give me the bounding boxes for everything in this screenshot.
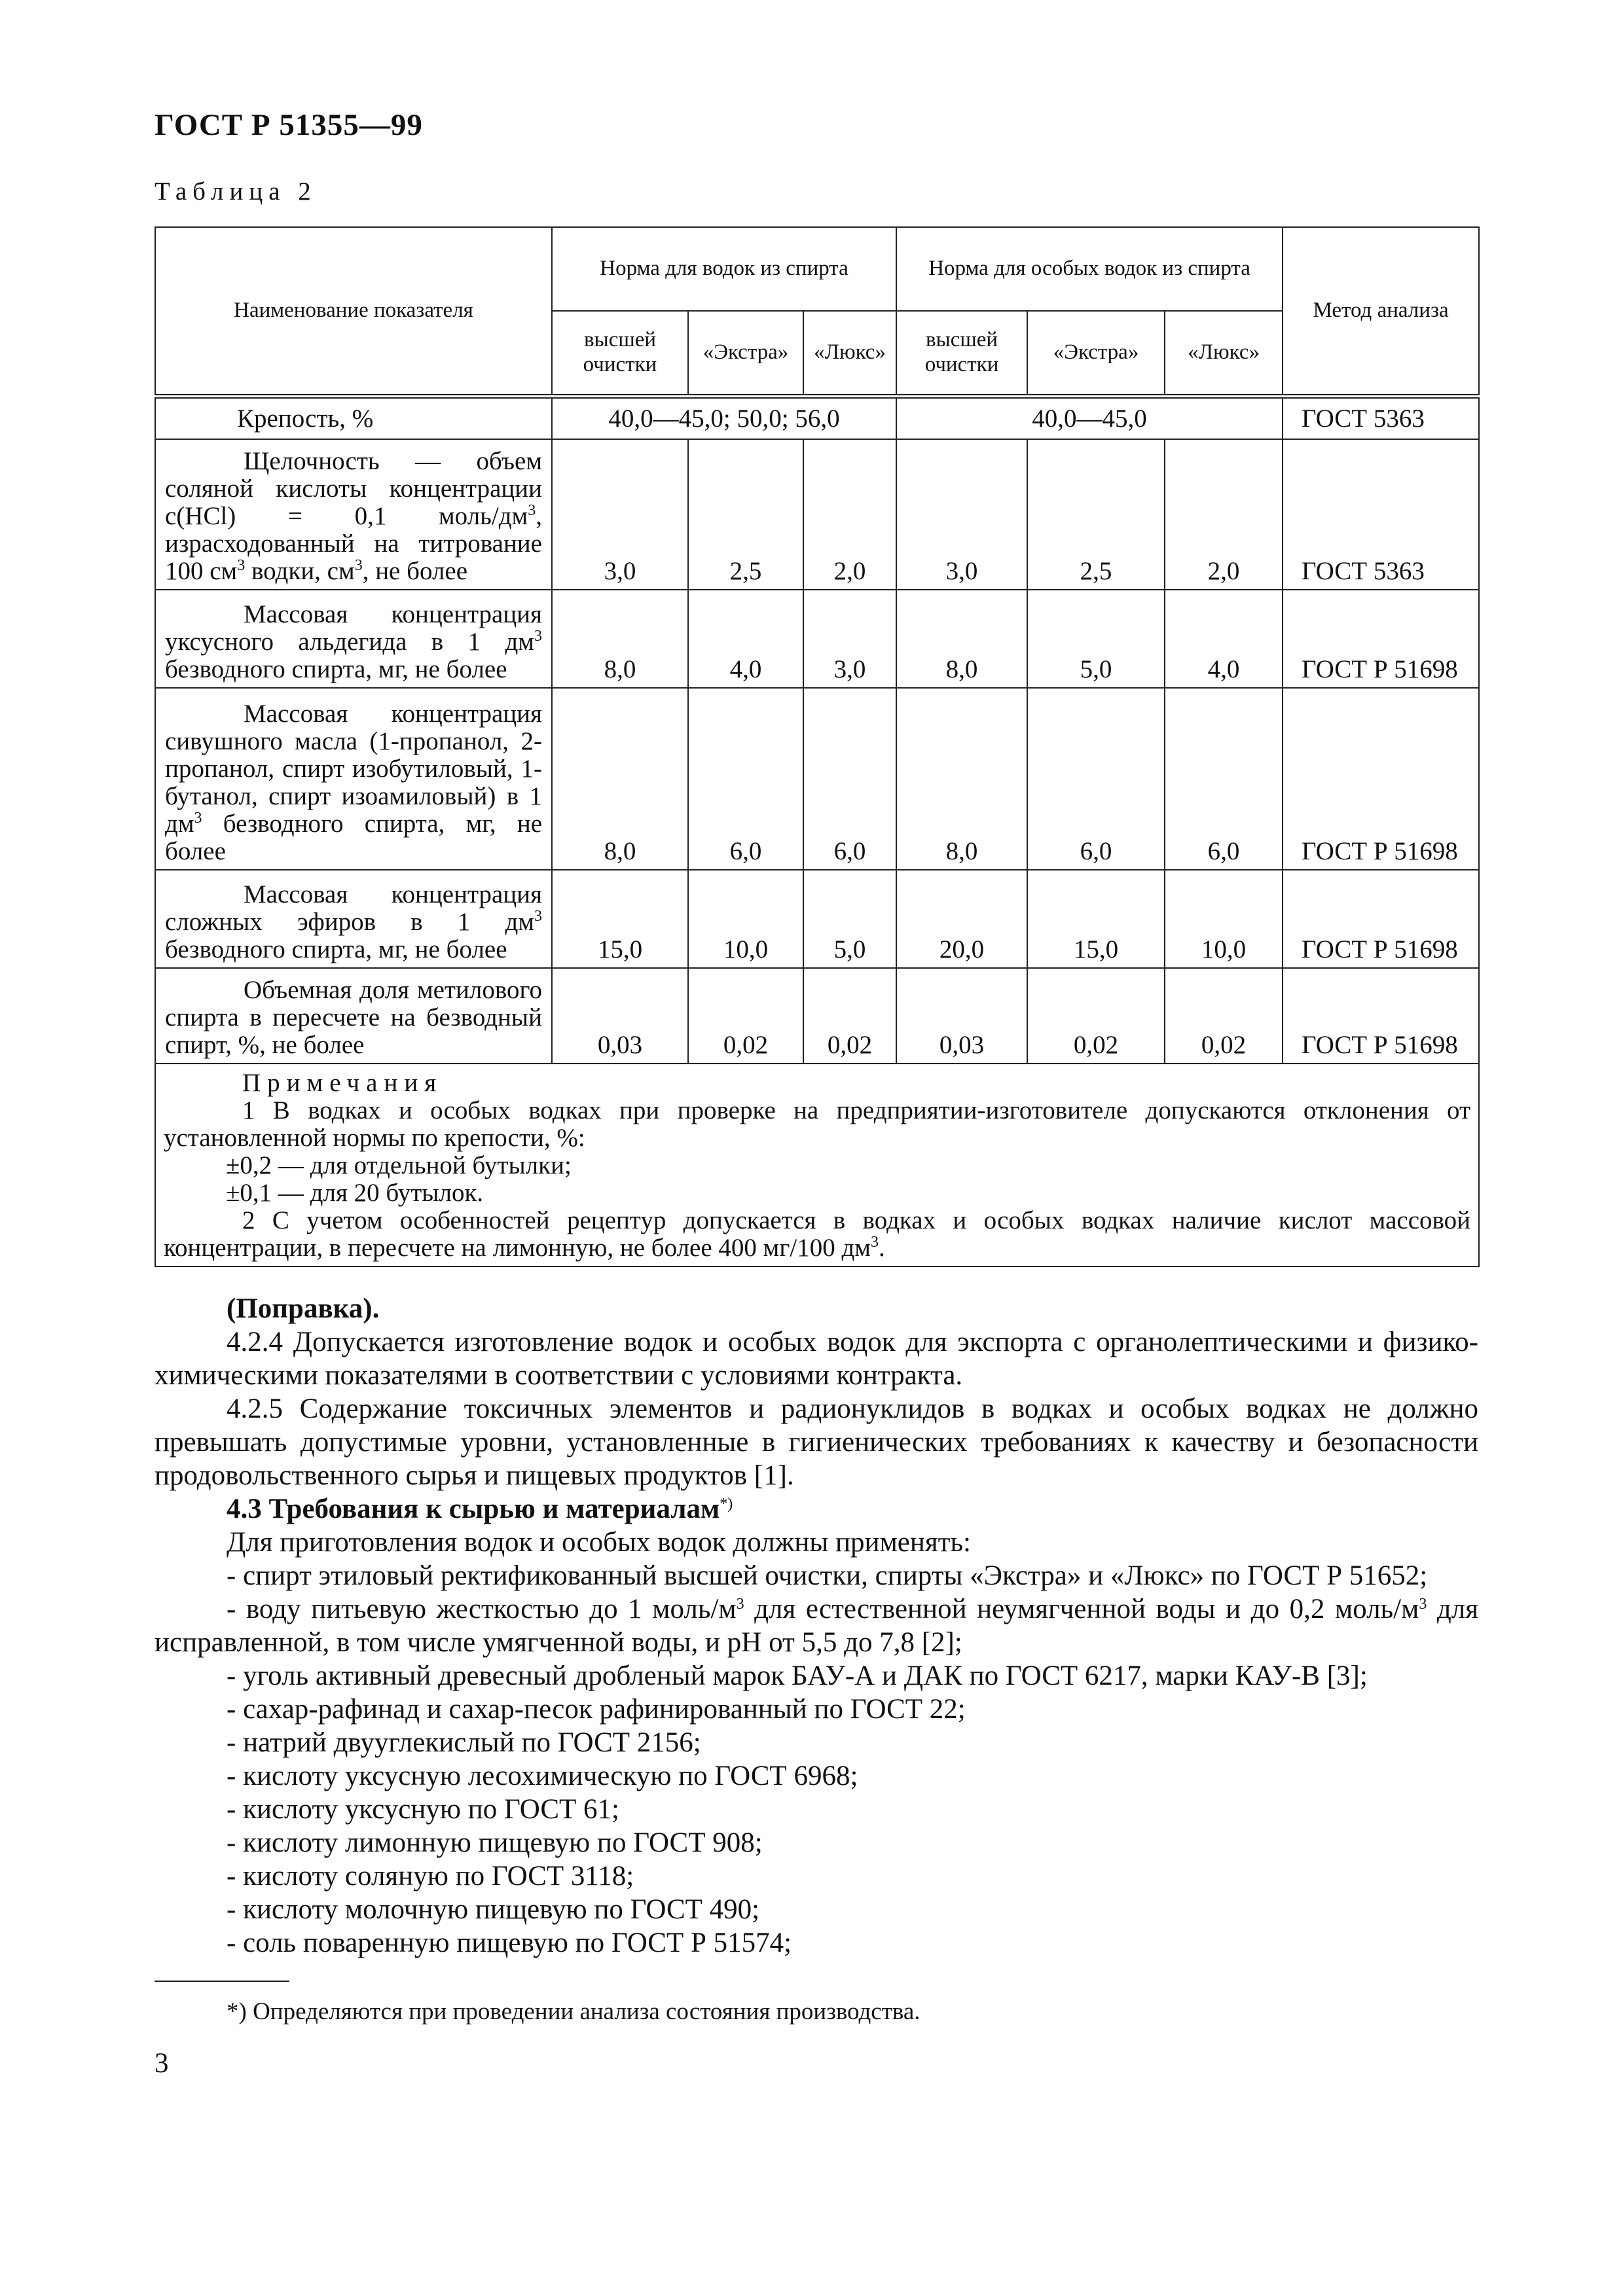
table-label: Таблица 2 xyxy=(155,177,317,206)
norm-value: 0,03 xyxy=(896,968,1027,1064)
norm-value: 0,02 xyxy=(688,968,803,1064)
note-1: 1 В водках и особых водках при проверке на предприятии-изготовителе допускаются отклонения от установленной нормы по крепости, %: xyxy=(164,1096,1471,1152)
table-notes xyxy=(155,1064,1479,1266)
norm-value: 4,0 xyxy=(688,590,803,688)
norm-value: 4,0 xyxy=(1165,590,1283,688)
norm-value: 3,0 xyxy=(552,439,688,590)
document-code: ГОСТ Р 51355—99 xyxy=(155,108,423,142)
header-sub-highest: высшей очистки xyxy=(896,311,1027,396)
amendment-note: (Поправка). xyxy=(227,1293,380,1324)
paragraph-4-2-4: 4.2.4 Допускается изготовление водок и особых водок для экспорта с органолептическими и физико-химическими показателями в соответствии с условиями контракта. xyxy=(155,1327,1478,1391)
table-row xyxy=(155,870,1479,968)
paragraph-4-2-5: 4.2.5 Содержание токсичных элементов и радионуклидов в водках и особых водках не должно превышать допустимые уровни, установленные в гигиенических требованиях к качеству и безопасности продовольственного сырья и пищевых продуктов [1]. xyxy=(155,1393,1478,1491)
norm-value: 0,03 xyxy=(552,968,688,1064)
method-value: ГОСТ Р 51698 xyxy=(1283,590,1479,688)
header-method: Метод анализа xyxy=(1283,227,1479,396)
list-item: - воду питьевую жесткостью до 1 моль/$м^3$ для естественной неумягченной воды и до 0,2 моль/$м^3$ для исправленной, в том числе умягченной воды, и pH от 5,5 до 7,8 [2]; xyxy=(155,1594,1479,1658)
materials-intro: Для приготовления водок и особых водок должны применять: xyxy=(227,1527,972,1558)
header-norm-special-vodka: Норма для особых водок из спирта xyxy=(896,227,1283,311)
norm-value: 2,0 xyxy=(803,439,896,590)
norm-value: 8,0 xyxy=(896,688,1027,870)
note-1-item: ±0,2 — для отдельной бутылки; xyxy=(226,1151,572,1179)
indicator-name: Щелочность — объем соляной кислоты концентрации c(HCl) = 0,1 моль/$дм^3$, израсходованный на титрование 100 $см^3$ водки, $см^3$, не более xyxy=(155,439,552,590)
section-heading-4-3: 4.3 Требования к сырью и материалам*) xyxy=(227,1494,733,1524)
indicator-name: Массовая концентрация сивушного масла (1-пропанол, 2-пропанол, спирт изобутиловый, 1-бутанол, спирт изоамиловый) в 1 $дм^3$ безводного спирта, мг, не более xyxy=(155,688,552,870)
method-value: ГОСТ Р 51698 xyxy=(1283,968,1479,1064)
header-sub-lux: «Люкс» xyxy=(803,311,896,396)
norm-value: 0,02 xyxy=(1165,968,1283,1064)
norm-value: 0,02 xyxy=(803,968,896,1064)
table-row xyxy=(155,396,1479,439)
table-notes-row xyxy=(155,1064,1479,1266)
method-value: ГОСТ Р 51698 xyxy=(1283,688,1479,870)
norm-value: 15,0 xyxy=(552,870,688,968)
norm-value: 3,0 xyxy=(896,439,1027,590)
norm-value: 15,0 xyxy=(1027,870,1165,968)
header-norm-vodka: Норма для водок из спирта xyxy=(552,227,896,311)
indicators-table xyxy=(155,226,1480,1267)
norm-value: 6,0 xyxy=(803,688,896,870)
norm-value: 2,5 xyxy=(1027,439,1165,590)
header-sub-extra: «Экстра» xyxy=(1027,311,1165,396)
table-row xyxy=(155,688,1479,870)
table-row xyxy=(155,439,1479,590)
norm-value: 2,0 xyxy=(1165,439,1283,590)
header-sub-extra: «Экстра» xyxy=(688,311,803,396)
norm-value: 5,0 xyxy=(1027,590,1165,688)
method-value: ГОСТ 5363 xyxy=(1283,396,1479,439)
indicator-name: Массовая концентрация уксусного альдегида в 1 $дм^3$ безводного спирта, мг, не более xyxy=(155,590,552,688)
footnote-divider xyxy=(155,1981,289,1982)
list-item: - кислоту лимонную пищевую по ГОСТ 908; xyxy=(227,1827,763,1858)
indicator-name: Крепость, % xyxy=(155,396,552,439)
table-row xyxy=(155,968,1479,1064)
norm-value: 0,02 xyxy=(1027,968,1165,1064)
list-item: - сахар-рафинад и сахар-песок рафинированный по ГОСТ 22; xyxy=(227,1694,966,1725)
footnote: *) Определяются при проведении анализа состояния производства. xyxy=(227,1998,921,2025)
notes-title: Примечания xyxy=(242,1069,443,1097)
norm-value: 5,0 xyxy=(803,870,896,968)
note-1-item: ±0,1 — для 20 бутылок. xyxy=(226,1179,484,1207)
header-indicator-name: Наименование показателя xyxy=(155,227,552,396)
list-item: - кислоту уксусную по ГОСТ 61; xyxy=(227,1794,620,1825)
norm-value: 20,0 xyxy=(896,870,1027,968)
norm-value: 10,0 xyxy=(1165,870,1283,968)
body-text xyxy=(155,1292,1478,1960)
method-value: ГОСТ 5363 xyxy=(1283,439,1479,590)
norm-value: 3,0 xyxy=(803,590,896,688)
norm-value: 40,0—45,0 xyxy=(896,396,1283,439)
norm-value: 8,0 xyxy=(552,688,688,870)
list-item: - спирт этиловый ректификованный высшей очистки, спирты «Экстра» и «Люкс» по ГОСТ Р 51652; xyxy=(227,1560,1428,1591)
header-sub-highest: высшей очистки xyxy=(552,311,688,396)
norm-value: 2,5 xyxy=(688,439,803,590)
list-item: - натрий двууглекислый по ГОСТ 2156; xyxy=(227,1727,701,1758)
norm-value: 10,0 xyxy=(688,870,803,968)
table-row xyxy=(155,590,1479,688)
list-item: - кислоту уксусную лесохимическую по ГОСТ 6968; xyxy=(227,1761,858,1791)
norm-value: 8,0 xyxy=(896,590,1027,688)
note-2: 2 С учетом особенностей рецептур допускается в водках и особых водках наличие кислот массовой концентрации, в пересчете на лимонную, не более 400 мг/100 $дм^3$. xyxy=(164,1206,1471,1262)
list-item: - кислоту молочную пищевую по ГОСТ 490; xyxy=(227,1894,760,1925)
indicator-name: Массовая концентрация сложных эфиров в 1 $дм^3$ безводного спирта, мг, не более xyxy=(155,870,552,968)
norm-value: 6,0 xyxy=(1027,688,1165,870)
list-item: - уголь активный древесный дробленый марок БАУ-А и ДАК по ГОСТ 6217, марки КАУ-В [3]; xyxy=(227,1660,1368,1691)
norm-value: 6,0 xyxy=(688,688,803,870)
list-item: - кислоту соляную по ГОСТ 3118; xyxy=(227,1861,634,1892)
list-item: - соль поваренную пищевую по ГОСТ Р 51574; xyxy=(227,1928,792,1958)
norm-value: 6,0 xyxy=(1165,688,1283,870)
header-sub-lux: «Люкс» xyxy=(1165,311,1283,396)
indicator-name: Объемная доля метилового спирта в пересчете на безводный спирт, %, не более xyxy=(155,968,552,1064)
norm-value: 40,0—45,0; 50,0; 56,0 xyxy=(552,396,896,439)
norm-value: 8,0 xyxy=(552,590,688,688)
page-number: 3 xyxy=(155,2048,169,2079)
method-value: ГОСТ Р 51698 xyxy=(1283,870,1479,968)
